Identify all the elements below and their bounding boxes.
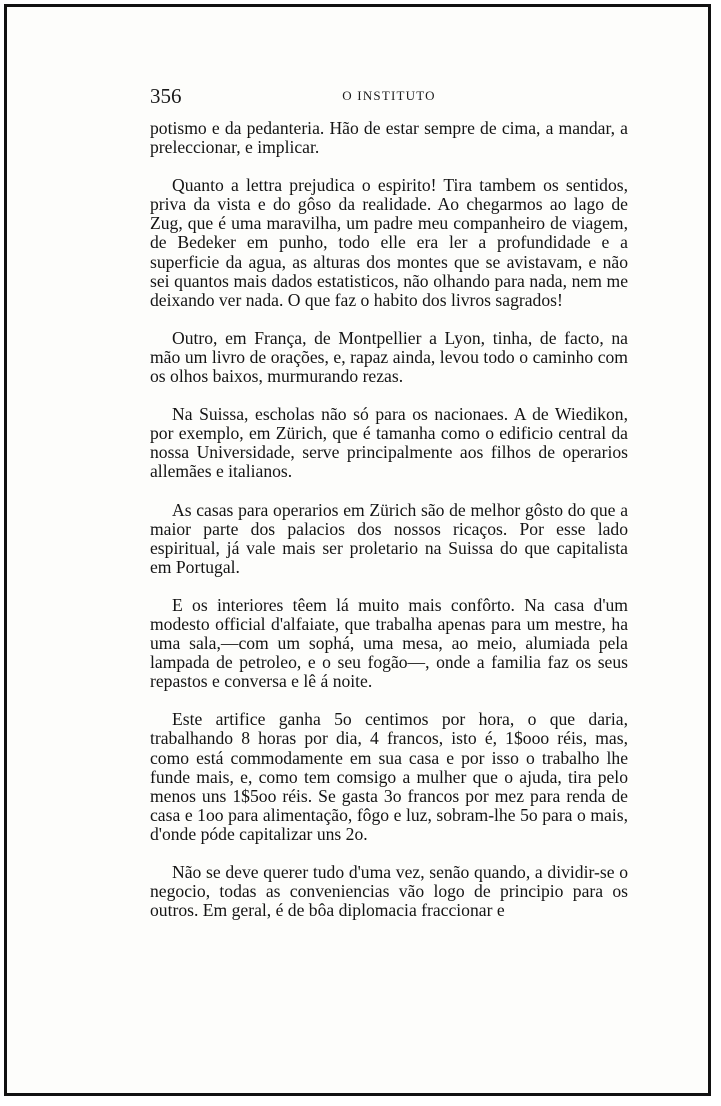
body-text [150,119,628,920]
paragraph: Quanto a lettra prejudica o espirito! Tira tambem os sentidos, priva da vista e do gôso da realidade. Ao chegarmos ao lago de Zug, que é uma maravilha, um padre meu companheiro de viagem, de Bedeker em punho, todo elle era ler a profundidade e a superficie da agua, as alturas dos montes que se avistavam, e não sei quantos mais dados estatisticos, não olhando para nada, nem me deixando ver nada. O que faz o habito dos livros sagrados! [150,175,628,310]
page-number: 356 [150,84,182,108]
running-title: O INSTITUTO [342,88,436,103]
paragraph: Na Suissa, escholas não só para os nacionaes. A de Wiedikon, por exemplo, em Zürich, que é tamanha como o edificio central da nossa Universidade, serve principalmente aos filhos de operarios allemães e italianos. [150,404,628,482]
paragraph: As casas para operarios em Zürich são de melhor gôsto do que a maior parte dos palacios dos nossos ricaços. Por esse lado espiritual, já vale mais ser proletario na Suissa do que capitalista em Portugal. [150,499,628,577]
paragraph: potismo e da pedanteria. Hão de estar sempre de cima, a mandar, a preleccionar, e implicar. [150,118,628,158]
paragraph: Este artifice ganha 5o centimos por hora, o que daria, trabalhando 8 horas por dia, 4 francos, isto é, 1$ooo réis, mas, como está commodamente em sua casa e por isso o trabalho lhe funde mais, e, como tem comsigo a mulher que o ajuda, tira pelo menos uns 1$5oo réis. Se gasta 3o francos por mez para renda de casa e 1oo para alimentação, fôgo e luz, sobram-lhe 5o para o mais, d'onde póde capitalizar uns 2o. [150,709,628,844]
paragraph: Não se deve querer tudo d'uma vez, senão quando, a dividir-se o negocio, todas as conveniencias vão logo de principio para os outros. Em geral, é de bôa diplomacia fraccionar e [150,862,628,921]
paragraph: E os interiores têem lá muito mais confôrto. Na casa d'um modesto official d'alfaiate, que trabalha apenas para um mestre, ha uma sala,—com um sophá, uma mesa, ao meio, alumiada pela lampada de petroleo, e o seu fogão—, onde a familia faz os seus repastos e conversa e lê á noite. [150,594,628,692]
page-header [150,84,628,110]
paragraph: Outro, em França, de Montpellier a Lyon, tinha, de facto, na mão um livro de orações, e, rapaz ainda, levou todo o caminho com os olhos baixos, murmurando rezas. [150,327,628,387]
